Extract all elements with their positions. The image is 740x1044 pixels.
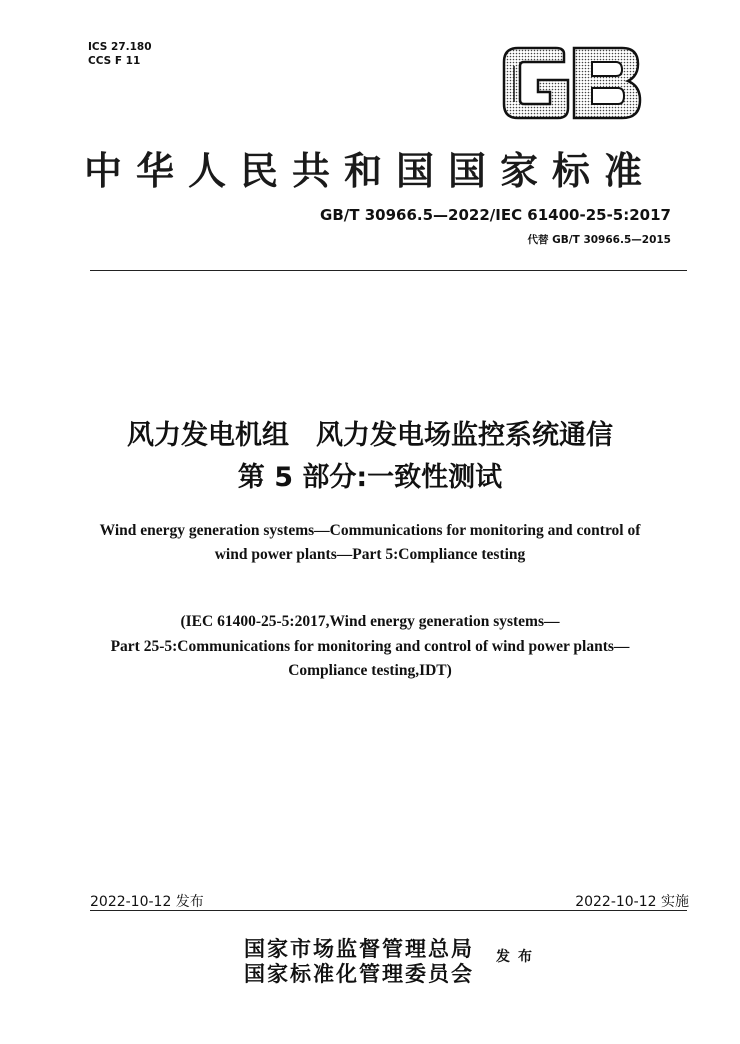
logo-b-letter bbox=[574, 48, 640, 118]
identical-standard-line-3: Compliance testing,IDT) bbox=[288, 662, 452, 679]
classification-codes bbox=[88, 40, 152, 68]
ics-code: ICS 27.180 bbox=[88, 41, 152, 53]
english-title-line-2: wind power plants—Part 5:Compliance testing bbox=[214, 546, 526, 563]
implementation-date: 2022-10-12 实施 bbox=[575, 894, 689, 910]
identical-standard-line-2: Part 25-5:Communications for monitoring and control of wind power plants— bbox=[110, 638, 630, 655]
header-divider bbox=[90, 270, 687, 271]
chinese-title-line-2: 第 5 部分:一致性测试 bbox=[237, 462, 503, 493]
issuer-line-2: 国家标准化管理委员会 bbox=[244, 961, 474, 986]
chinese-title-line-1: 风力发电机组 风力发电场监控系统通信 bbox=[127, 420, 613, 451]
identical-standard-line-1: (IEC 61400-25-5:2017,Wind energy generation systems— bbox=[180, 613, 560, 630]
replaces-note: 代替 GB/T 30966.5—2015 bbox=[527, 234, 671, 246]
gb-logo bbox=[500, 46, 642, 120]
release-label: 发布 bbox=[496, 949, 540, 965]
issuer-line-1: 国家市场监督管理总局 bbox=[244, 936, 474, 961]
ccs-code: CCS F 11 bbox=[88, 55, 141, 67]
english-title-line-1: Wind energy generation systems—Communications for monitoring and control of bbox=[99, 522, 641, 539]
standard-number: GB/T 30966.5—2022/IEC 61400-25-5:2017 bbox=[320, 206, 671, 224]
standard-type-heading: 中华人民共和国国家标准 bbox=[83, 148, 656, 193]
footer-divider bbox=[90, 910, 687, 911]
logo-g-letter bbox=[504, 48, 568, 118]
publish-date: 2022-10-12 发布 bbox=[90, 894, 204, 910]
